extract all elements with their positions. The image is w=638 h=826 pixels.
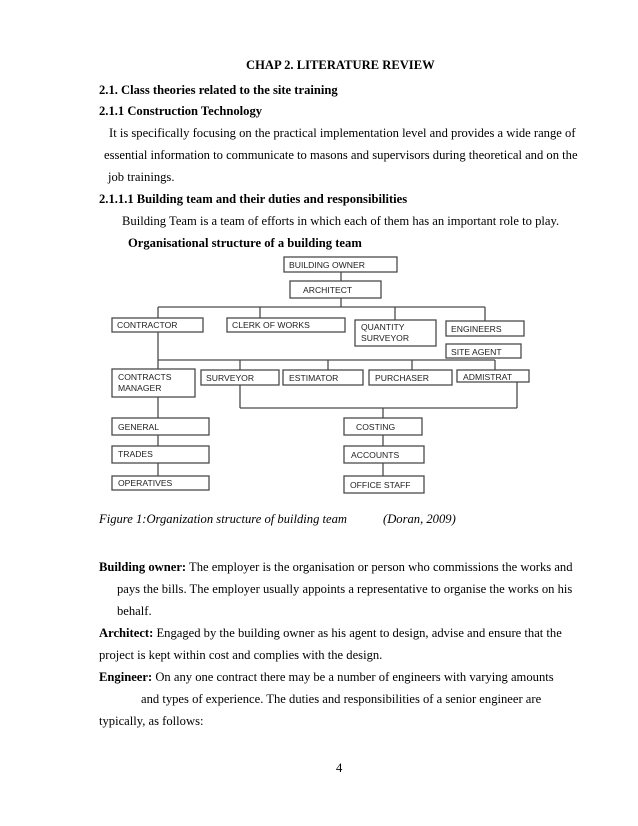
svg-text:ADMISTRAT: ADMISTRAT [463,372,513,382]
svg-text:OPERATIVES: OPERATIVES [118,478,173,488]
definition-line: and types of experience. The duties and responsibilities of a senior engineer are [141,692,542,706]
svg-text:GENERAL: GENERAL [118,422,160,432]
svg-text:PURCHASER: PURCHASER [375,373,429,383]
node-clerk-of-works [227,318,345,332]
paragraph-line: Building Team is a team of efforts in which each of them has an important role to play. [122,214,560,228]
node-costing [344,418,422,435]
svg-text:ENGINEERS: ENGINEERS [451,324,502,334]
node-architect [290,281,381,298]
svg-text:COSTING: COSTING [356,422,396,432]
node-estimator [283,370,363,385]
node-contractor [112,318,203,332]
paragraph-line: It is specifically focusing on the practical implementation level and provides a wide range of [109,126,576,140]
node-trades [112,446,209,463]
node-purchaser [369,370,452,385]
term-building-owner: Building owner: [99,560,187,574]
svg-text:ESTIMATOR: ESTIMATOR [289,373,339,383]
section-2-1-1-1-heading: 2.1.1.1 Building team and their duties and responsibilities [99,192,408,206]
definition-line: Engaged by the building owner as his agent to design, advise and ensure that the [156,626,562,640]
figure-caption: Figure 1:Organization structure of building team [99,512,348,526]
node-contracts-manager [112,369,195,397]
term-engineer: Engineer: [99,670,153,684]
svg-text:OFFICE STAFF: OFFICE STAFF [350,480,411,490]
svg-text:ARCHITECT: ARCHITECT [303,285,353,295]
paragraph-line: essential information to communicate to masons and supervisors during theoretical and on the [104,148,578,162]
node-office-staff [344,476,424,493]
node-surveyor [201,370,279,385]
svg-text:CONTRACTOR: CONTRACTOR [117,320,178,330]
chapter-heading: CHAP 2. LITERATURE REVIEW [246,58,435,72]
definition-line: pays the bills. The employer usually appoints a representative to organise the works on his [117,582,573,596]
svg-text:ACCOUNTS: ACCOUNTS [351,450,400,460]
engineer-paragraph [99,670,554,685]
building-owner-paragraph [99,560,573,575]
svg-text:QUANTITY: QUANTITY [361,322,405,332]
definition-line: behalf. [117,604,152,618]
org-chart-title: Organisational structure of a building team [128,236,362,250]
figure-citation: (Doran, 2009) [383,512,456,526]
node-general [112,418,209,435]
svg-text:MANAGER: MANAGER [118,383,162,393]
node-admistrat [457,370,529,382]
definition-line: On any one contract there may be a number of engineers with varying amounts [155,670,554,684]
node-quantity-surveyor [355,320,436,346]
section-2-1-1-heading: 2.1.1 Construction Technology [99,104,263,118]
node-engineers [446,321,524,336]
paragraph-line: job trainings. [108,170,175,184]
svg-text:CONTRACTS: CONTRACTS [118,372,172,382]
svg-text:SURVEYOR: SURVEYOR [361,333,410,343]
page-number: 4 [336,761,343,775]
svg-text:BUILDING OWNER: BUILDING OWNER [289,260,365,270]
node-operatives [112,476,209,490]
definition-line: typically, as follows: [99,714,204,728]
svg-text:SITE AGENT: SITE AGENT [451,347,502,357]
node-site-agent [446,344,521,358]
definition-line: project is kept within cost and complies with the design. [99,648,383,662]
architect-paragraph [99,626,562,641]
section-2-1-heading: 2.1. Class theories related to the site training [99,83,338,97]
node-accounts [344,446,424,463]
svg-text:CLERK OF WORKS: CLERK OF WORKS [232,320,310,330]
node-building-owner [284,257,397,272]
svg-text:TRADES: TRADES [118,449,153,459]
term-architect: Architect: [99,626,154,640]
definition-line: The employer is the organisation or person who commissions the works and [189,560,573,574]
svg-text:SURVEYOR: SURVEYOR [206,373,255,383]
